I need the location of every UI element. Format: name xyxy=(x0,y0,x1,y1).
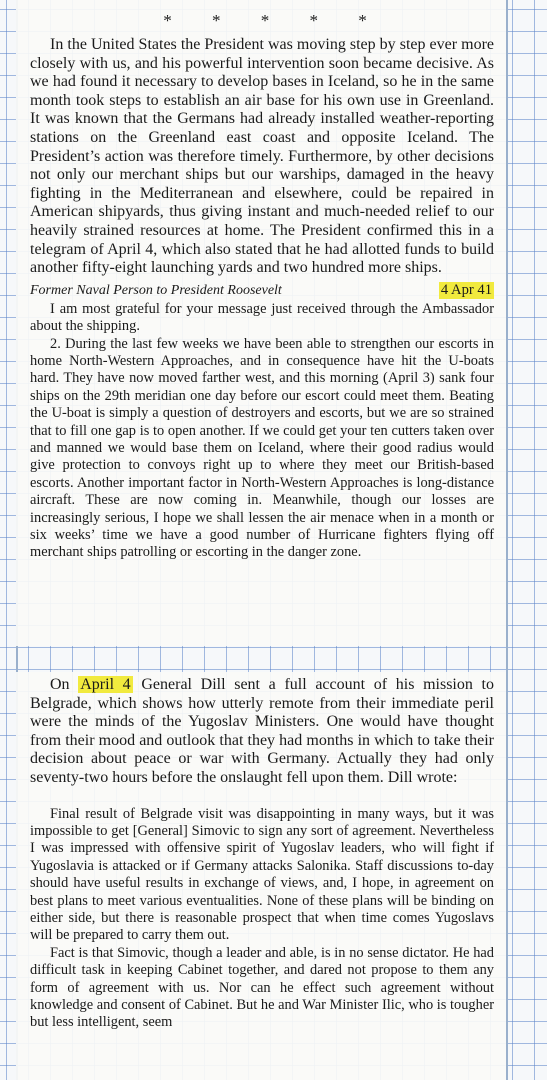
message-date-highlighted: 4 Apr 41 xyxy=(440,281,492,298)
lead-date-highlighted: April 4 xyxy=(80,676,131,693)
lead-on: On xyxy=(50,676,70,693)
message-from: Former Naval Person to President Roosevelt xyxy=(30,282,282,298)
message-heading xyxy=(30,282,494,299)
dill-intro-paragraph xyxy=(30,676,494,788)
page-top-section xyxy=(16,0,506,646)
scan-edge-right xyxy=(506,0,508,1080)
page-bottom-section xyxy=(16,672,506,1080)
quote-paragraph-2: Fact is that Simovic, though a leader and able, is in no sense dictator. He had difficult task in keeping Cabinet together, and dared not propose to them any form of agreement with us. Nor can he effect such agreement without knowledge and consent of Cabinet. But he and War Minister Ilic, who is tougher but less intelligent, seem xyxy=(30,944,494,1031)
message-paragraph-2: 2. During the last few weeks we have been able to strengthen our escorts in home North-Western Approaches, and in consequence have hit the U-boats hard. They have now moved farther west, and this morning (April 3) sank four ships on the 29th meridian one day before our escort could meet them. Beating the U-boat is simply a question of destroyers and escorts, but we are so strained that to fill one gap is to open another. If we could get your ten cutters taken over and manned we would base them on Iceland, where their good radius would give protection to convoys right up to where they meet our British-based escorts. Another important factor in North-Western Approaches is long-distance aircraft. These are now coming in. Meanwhile, though our losses are increasingly serious, I hope we shall lessen the air menace when in a month or six weeks’ time we have a good number of Hurricane fighters flying off merchant ships patrolling or escorting in the danger zone. xyxy=(30,335,494,561)
quote-paragraph-1: Final result of Belgrade visit was disappointing in many ways, but it was impossible to get [General] Simovic to sign any sort of agreement. Nevertheless I was impressed with offensive spirit of Yugoslav leaders, who will fight if Yugoslavia is attacked or if Germany attacks Salonika. Staff discussions to-day should have useful results in exchange of views, and, I hope, in agreement on best plans to meet various eventualities. None of these plans will be binding on either side, but there is reasonable prospect that when time comes Yugoslavs will be prepared to carry them out. xyxy=(30,805,494,944)
lead-rest: General Dill sent a full account of his mission to Belgrade, which shows how utterly remote from their immediate peril were the minds of the Yugoslav Ministers. One would have thought from their mood and outlook that they had months in which to take their decision about peace or war with Germany. Actually they had only seventy-two hours before the onslaught fell upon them. Dill wrote: xyxy=(30,676,494,786)
section-separator: * * * * * xyxy=(163,11,385,30)
intro-paragraph: In the United States the President was moving step by step ever more closely with us, and his powerful intervention soon became decisive. As we had found it necessary to develop bases in Iceland, so he in the same month took steps to establish an air base for his own use in Greenland. It was known that the Germans had already installed weather-reporting stations on the Greenland east coast and opposite Iceland. The President’s action was therefore timely. Furthermore, by other decisions not only our merchant ships but our warships, damaged in the heavy fighting in the Mediterranean and elsewhere, could be repaired in American shipyards, thus giving instant and much-needed relief to our heavily strained resources at home. The President confirmed this in a telegram of April 4, which also stated that he had allotted funds to build another fifty-eight launching yards and two hundred more ships. xyxy=(30,36,494,277)
message-paragraph-1: I am most grateful for your message just received through the Ambassador about the shipping. xyxy=(30,300,494,335)
